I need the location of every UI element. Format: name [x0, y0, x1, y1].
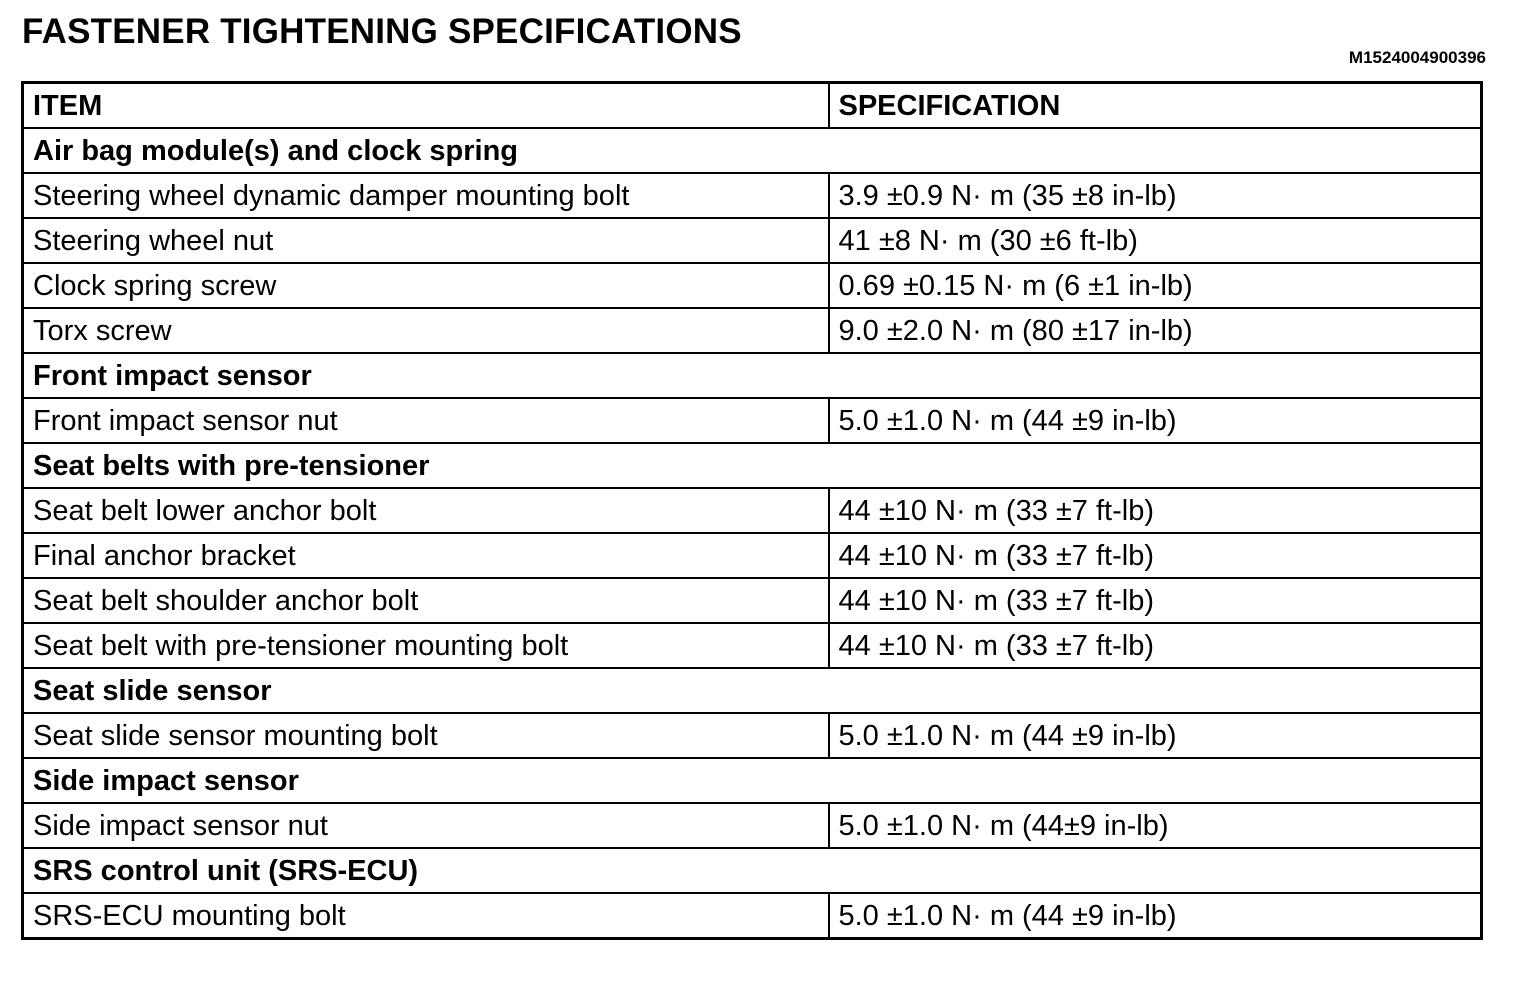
- spec-cell: 5.0 ±1.0 N· m (44±9 in-lb): [829, 803, 1482, 848]
- spec-cell: 41 ±8 N· m (30 ±6 ft-lb): [829, 218, 1482, 263]
- item-cell: Clock spring screw: [23, 263, 829, 308]
- item-cell: Seat belt shoulder anchor bolt: [23, 578, 829, 623]
- item-cell: Steering wheel dynamic damper mounting bolt: [23, 173, 829, 218]
- spec-cell: 9.0 ±2.0 N· m (80 ±17 in-lb): [829, 308, 1482, 353]
- column-header-item: ITEM: [23, 83, 829, 129]
- spec-cell: 5.0 ±1.0 N· m (44 ±9 in-lb): [829, 713, 1482, 758]
- spec-cell: 3.9 ±0.9 N· m (35 ±8 in-lb): [829, 173, 1482, 218]
- group-title: Seat belts with pre-tensioner: [23, 443, 1482, 488]
- item-cell: Final anchor bracket: [23, 533, 829, 578]
- group-title: Seat slide sensor: [23, 668, 1482, 713]
- table-row: [23, 713, 1482, 758]
- document-code: M1524004900396: [1348, 48, 1486, 67]
- table-row: [23, 533, 1482, 578]
- group-row: [23, 758, 1482, 803]
- page-title: FASTENER TIGHTENING SPECIFICATIONS: [22, 12, 742, 51]
- group-row: [23, 443, 1482, 488]
- group-title: Front impact sensor: [23, 353, 1482, 398]
- spec-cell: 44 ±10 N· m (33 ±7 ft-lb): [829, 488, 1482, 533]
- group-row: [23, 353, 1482, 398]
- spec-cell: 5.0 ±1.0 N· m (44 ±9 in-lb): [829, 398, 1482, 443]
- group-title: Air bag module(s) and clock spring: [23, 128, 1482, 173]
- item-cell: Steering wheel nut: [23, 218, 829, 263]
- group-row: [23, 848, 1482, 893]
- table-row: [23, 488, 1482, 533]
- item-cell: Seat slide sensor mounting bolt: [23, 713, 829, 758]
- table-row: [23, 173, 1482, 218]
- group-title: SRS control unit (SRS-ECU): [23, 848, 1482, 893]
- table-row: [23, 308, 1482, 353]
- table-row: [23, 803, 1482, 848]
- item-cell: Seat belt lower anchor bolt: [23, 488, 829, 533]
- table-row: [23, 263, 1482, 308]
- spec-cell: 5.0 ±1.0 N· m (44 ±9 in-lb): [829, 893, 1482, 939]
- item-cell: Seat belt with pre-tensioner mounting bolt: [23, 623, 829, 668]
- group-title: Side impact sensor: [23, 758, 1482, 803]
- group-row: [23, 668, 1482, 713]
- group-row: [23, 128, 1482, 173]
- item-cell: SRS-ECU mounting bolt: [23, 893, 829, 939]
- item-cell: Front impact sensor nut: [23, 398, 829, 443]
- column-header-specification: SPECIFICATION: [829, 83, 1482, 129]
- table-row: [23, 578, 1482, 623]
- item-cell: Torx screw: [23, 308, 829, 353]
- spec-cell: 44 ±10 N· m (33 ±7 ft-lb): [829, 578, 1482, 623]
- table-row: [23, 893, 1482, 939]
- spec-cell: 44 ±10 N· m (33 ±7 ft-lb): [829, 533, 1482, 578]
- table-row: [23, 218, 1482, 263]
- spec-cell: 0.69 ±0.15 N· m (6 ±1 in-lb): [829, 263, 1482, 308]
- item-cell: Side impact sensor nut: [23, 803, 829, 848]
- table-header-row: [23, 83, 1482, 129]
- table-row: [23, 623, 1482, 668]
- table-row: [23, 398, 1482, 443]
- spec-cell: 44 ±10 N· m (33 ±7 ft-lb): [829, 623, 1482, 668]
- specifications-table: [21, 81, 1483, 940]
